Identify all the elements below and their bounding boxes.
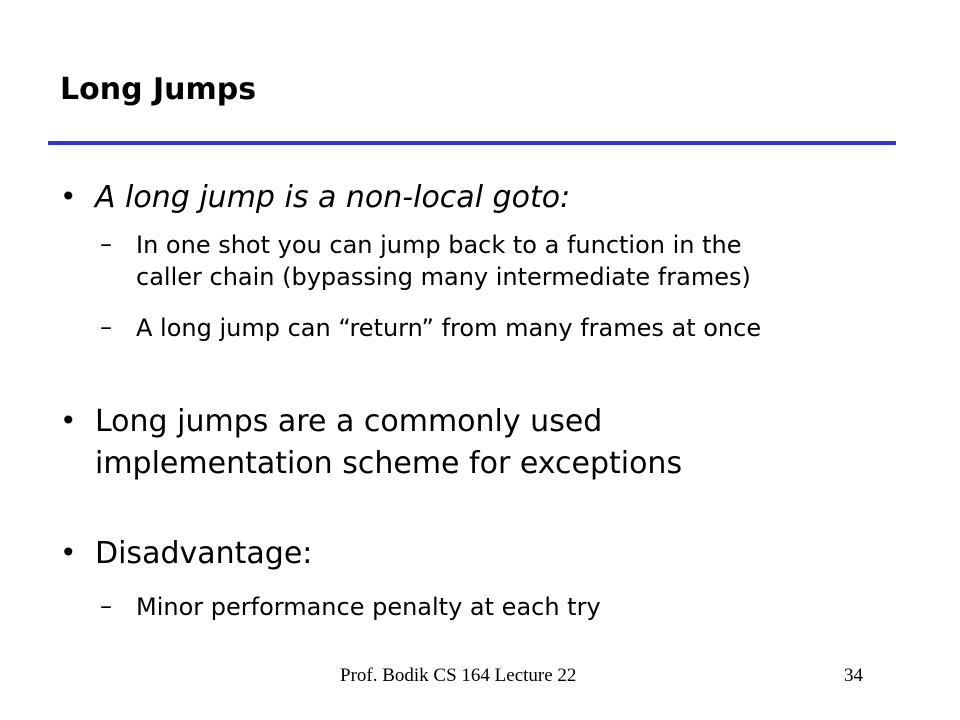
bullet-marker-2: • bbox=[60, 404, 77, 437]
slide-title: Long Jumps bbox=[60, 72, 257, 107]
bullet-3-text: Disadvantage: bbox=[95, 536, 313, 571]
subitem-1a-line-2: caller chain (bypassing many intermediate frames) bbox=[136, 263, 751, 291]
dash-marker-1a: – bbox=[100, 230, 112, 258]
bullet-marker-1: • bbox=[60, 180, 77, 213]
dash-marker-3a: – bbox=[100, 592, 112, 620]
page-number: 34 bbox=[844, 665, 863, 686]
subitem-1b-line-1: A long jump can “return” from many frames at once bbox=[136, 314, 762, 342]
bullet-1-text: A long jump is a non-local goto: bbox=[95, 180, 571, 215]
subitem-3a-line-1: Minor performance penalty at each try bbox=[136, 593, 601, 621]
subitem-1a-line-1: In one shot you can jump back to a function in the bbox=[136, 231, 742, 259]
bullet-2-line-2: implementation scheme for exceptions bbox=[95, 446, 683, 481]
footer-course-info: Prof. Bodik CS 164 Lecture 22 bbox=[340, 665, 577, 686]
title-divider bbox=[48, 141, 896, 145]
dash-marker-1b: – bbox=[100, 313, 112, 341]
bullet-marker-3: • bbox=[60, 536, 77, 569]
bullet-2-line-1: Long jumps are a commonly used bbox=[95, 404, 603, 439]
